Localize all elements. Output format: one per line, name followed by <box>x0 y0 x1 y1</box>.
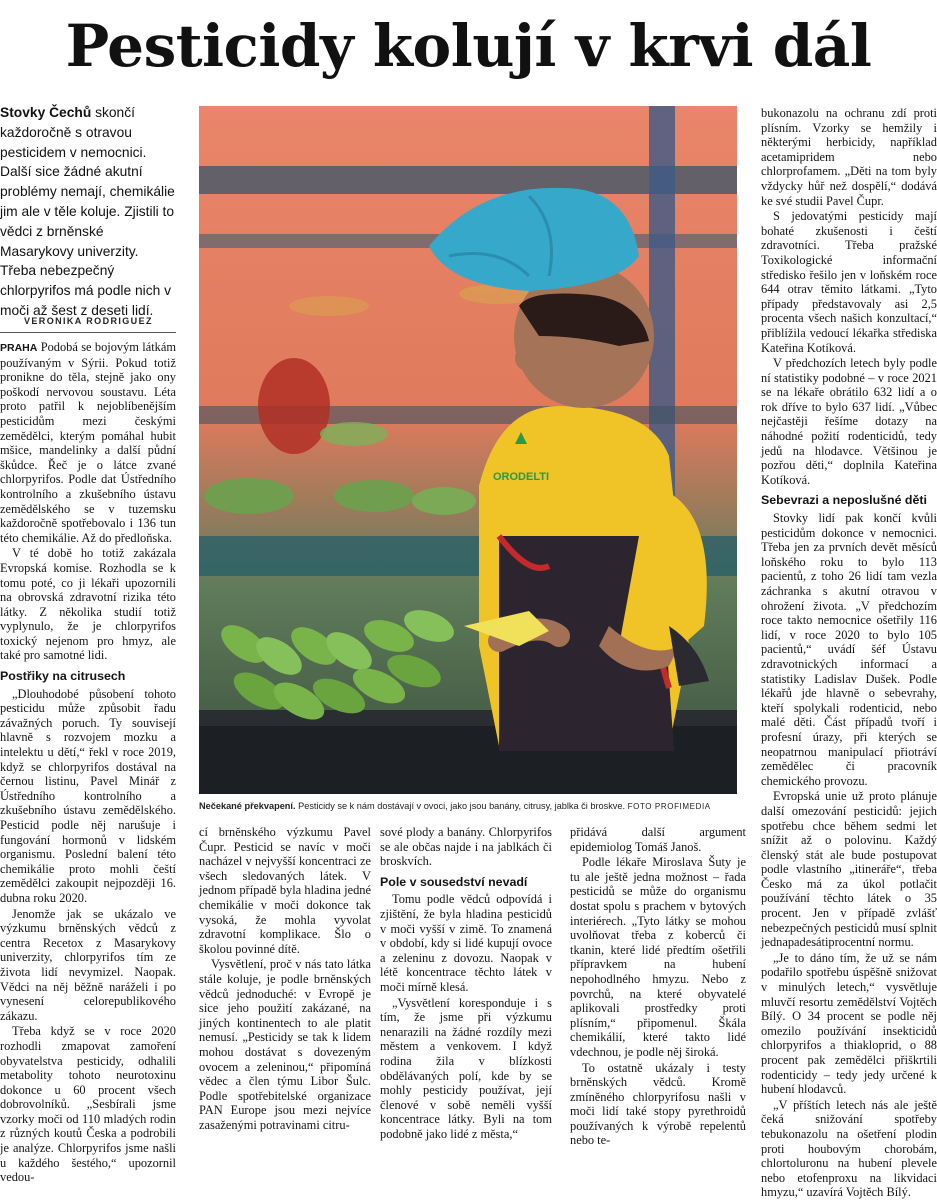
column-5-p3: V předchozích letech byly podle ní statistiky podobné – v roce 2021 se na lékaře obrátilo 632 lidí a o rok dříve to bylo 637 lidí. „Vůbec nejčastěji řešíme dotazy na náhodné požití rodenticidů, tedy jedů na hlodavce. Většinou je pozřou děti,“ doplnila Kateřina Kotíková. <box>761 356 937 487</box>
lead-paragraph <box>0 103 176 321</box>
column-5-p1: bukonazolu na ochranu zdí proti plísním. Vzorky se hemžily i některými herbicidy, například acetamipridem nebo chlorprofamem. „Děti na tom byly vždycky hůř než dospělí,“ dodává ke své studii Pavel Čupr. <box>761 106 937 208</box>
dateline: PRAHA <box>0 342 38 354</box>
photo-caption <box>199 800 759 813</box>
column-1-p4: Jenomže jak se ukázalo ve výzkumu brněnských vědců z centra Recetox z Masarykovy univerzity, chlorpyrifos tím ze života lidí nevymizel. Naopak. Vědci na něj běžně naráželi i po vynesení celorepublikového zákazu. <box>0 906 176 1023</box>
column-5-p5: Evropská unie už proto plánuje další omezování pesticidů: jejich spotřebu chce během sedmi let snížit až o polovinu. Každý členský stát ale bude postupovat podle vlastního „itineráře“, třeba Česko má za úkol potlačit používání těchto látek o 35 procent. Jen v případě zvlášť nebezpečných pesticidů musí splnit jednapadesátiprocentní normu. <box>761 789 937 950</box>
column-1-p2: V té době ho totiž zakázala Evropská komise. Rozhodla se k tomu poté, co ji lékaři upozornili na obrovská zdravotní rizika této látky. Z několika studií totiž vyplynulo, že je chlorpyrifos toxický nejenom pro hmyz, ale také pro samotné lidi. <box>0 546 176 663</box>
column-4-p2: Podle lékaře Miroslava Šuty je tu ale ještě jedna možnost – řada pesticidů se může do organismu dostat spolu s prachem v bytových interiérech. „Tyto látky se mohou uvolňovat třeba z koberců či tkanin, které lidé předtím ošetřili přípravkem na hubení nepohodlného hmyzu. Nebo z povrchů, na které obyvatelé aplikovali prostředky proti plísním,“ připomenul. Škála chemikálií, které takto lidé vdechnou, je podle něj široká. <box>570 855 746 1059</box>
column-4-p3: To ostatně ukázaly i testy brněnských vědců. Kromě zmíněného chlorpyrifosu našli v moči lidí také stopy pyrethroidů používaných k výrobě repelentů nebo te- <box>570 1060 746 1148</box>
column-5-p2: S jedovatými pesticidy mají bohaté zkušenosti i čeští zdravotníci. Třeba pražské Toxikologické informační středisko řešilo jen v loňském roce 644 otrav těmito látkami. „Tyto případy představovaly asi 2,5 procenta všech našich konzultací,“ přiblížila vedoucí lékařka střediska Kateřina Kotíková. <box>761 209 937 355</box>
lead-bold: Stovky Čechů <box>0 105 92 120</box>
byline: VERONIKA RODRIGUEZ <box>24 316 153 326</box>
shirt-text: ORODELTI <box>492 471 550 483</box>
byline-rule <box>0 332 176 333</box>
column-5-p7: „V příštích letech nás ale ještě čeká snižování spotřeby tebukonazolu na ošetření plodin proti houbovým chorobám, chlortoluronu na hubení plevele nebo etofenproxu na likvidaci hmyzu,“ uzavírá Vojtěch Bílý. <box>761 1097 937 1200</box>
photo-illustration <box>199 106 737 794</box>
subhead-citrusy: Postřiky na citrusech <box>0 669 126 684</box>
column-2 <box>199 825 371 1132</box>
column-5-p6: „Je to dáno tím, že už se nám podařilo spotřebu úspěšně snižovat v minulých letech,“ vysvětluje mluvčí resortu zemědělství Vojtěch Bílý. O 34 procent se podle něj omezilo používání insekticidů chlorpyrifos a thiakloprid, o 88 procent pak zemědělci přiškrtili rodenticidy – tedy jedy určené k hubení hlodavců. <box>761 950 937 1097</box>
column-1-p3: „Dlouhodobé působení tohoto pesticidu může způsobit řadu závažných poruch. Ty souvisejí hlavně s rozvojem mozku a intelektu u dětí,“ řekl v roce 2019, když se chlorpyrifos dostával na černou listinu, Pavel Minář z Ústředního kontrolního a zkušebního ústavu zemědělského. Pesticid podle něj narušuje i fungování hormonů v lidském organismu. Poslední balení této chemikálie proto mohli čeští zemědělci zakoupit nejpozději 16. dubna roku 2020. <box>0 686 176 905</box>
column-1-p1 <box>0 340 176 545</box>
column-1-p5: Třeba když se v roce 2020 rozhodli zmapovat zamoření obyvatelstva pesticidy, odhalili metabolity tohoto neurotoxinu dokonce u 60 procent všech dobrovolníků. „Sesbírali jsme vzorky moči od 110 mladých rodin z různých koutů Česka a podrobili je analýze. Chlorpyrifos jsme našli u každého šestého,“ upozornil vedou- <box>0 1024 176 1185</box>
column-2-p2: Vysvětlení, proč v nás tato látka stále koluje, je podle brněnských vědců jednoduché: v Evropě je sice jeho použití zakázané, na jiných kontinentech to ale platit nemusí. „Pesticidy se tak k lidem mohou dostávat s dovezeným ovocem a zeleninou,“ připomíná vědec a člen týmu Libor Šulc. Podle spotřebitelské organizace PAN Europe jsou mezi nejvíce zasaženými potravinami citru- <box>199 957 371 1132</box>
caption-bold: Nečekané překvapení. <box>199 801 296 811</box>
caption-text: Pesticidy se k nám dostávají v ovoci, jako jsou banány, citrusy, jablka či broskve. <box>295 801 626 811</box>
headline: Pesticidy kolují v krvi dál <box>65 12 872 80</box>
column-3-p1: sové plody a banány. Chlorpyrifos se ale občas najde i na jablkách či broskvích. <box>380 825 552 869</box>
column-3-p2: Tomu podle vědců odpovídá i zjištění, že byla hladina pesticidů v moči vyšší v zimě. To znamená v období, kdy si lidé kupují ovoce a zeleninu z dovozu. Naopak v létě koncentrace těchto látek v moči mírně klesá. <box>380 892 552 994</box>
column-3 <box>380 825 552 1141</box>
photo-credit: FOTO PROFIMEDIA <box>627 802 711 811</box>
column-1-p1-text: Podobá se bojovým látkám používaným v Sýrii. Pokud totiž pronikne do těla, stejně jako ony poškodí nervovou soustavu. Léta proto patřil k nejoblíbenějším pesticidům mezi českými zemědělci, kterým pomáhal hubit mšice, mandelinky a další půdní škůdce. Řeč je o látce zvané chlorpyrifos. Podle dat Ústředního kontrolního a zkušebního ústavu zemědělského se v tuzemsku každoročně spotřebovalo i 136 tun této chemikálie. Až do předloňska. <box>0 340 176 545</box>
photo-banana-worker <box>199 106 737 794</box>
column-5 <box>761 106 937 1200</box>
column-1 <box>0 340 176 1185</box>
column-4-p1: přidává další argument epidemiolog Tomáš Janoš. <box>570 825 746 854</box>
column-5-p4: Stovky lidí pak končí kvůli pesticidům dokonce v nemocnici. Třeba jen za prvních devět měsíců loňského roku to bylo 113 pacientů, z toho 26 lidí tam vezla záchranka s akutní otravou v ohrožení života. „V předchozím roce takto nemocnice ošetřily 116 lidí, v roce 2020 to bylo 105 pacientů,“ uvádí šéf Ústavu zdravotnických informací a statistiky Ladislav Dušek. Podle lékařů jde hlavně o sebevrahy, kteří spolykali rodenticid, nebo malé děti. Část případů tvoří i profesní úrazy, při kterých se neopatrnou manipulací přiotráví zemědělec či pracovník chemického provozu. <box>761 511 937 788</box>
column-2-p1: cí brněnského výzkumu Pavel Čupr. Pesticid se navíc v moči nacházel v nejvyšší koncentraci ze všech sledovaných látek. V jednom případě byla hladina jedné chemikálie v moči dokonce tak vysoká, že mohla vyvolat zdravotní komplikace. Šlo o školou povinné dítě. <box>199 825 371 956</box>
column-3-p3: „Vysvětlení koresponduje i s tím, že jsme při výzkumu nenarazili na žádné rozdíly mezi městem a venkovem. I když rodina žila v blízkosti obdělávaných polí, kde by se mohly pesticidy používat, její členové v sobě neměli vyšší koncentrace látky. Byli na tom podobně jako lidé z města,“ <box>380 995 552 1141</box>
subhead-sebevrazi: Sebevrazi a neposlušné děti <box>761 493 927 508</box>
lead-text: skončí každoročně s otravou pesticidem v nemocnici. Další sice žádné akutní problémy nemají, chemikálie jim ale v těle koluje. Zjistili to vědci z brněnské Masarykovy univerzity. Třeba nebezpečný chlorpyrifos má podle nich v moči až šest z deseti lidí. <box>0 105 175 318</box>
column-4 <box>570 825 746 1148</box>
subhead-pole: Pole v sousedství nevadí <box>380 874 528 889</box>
